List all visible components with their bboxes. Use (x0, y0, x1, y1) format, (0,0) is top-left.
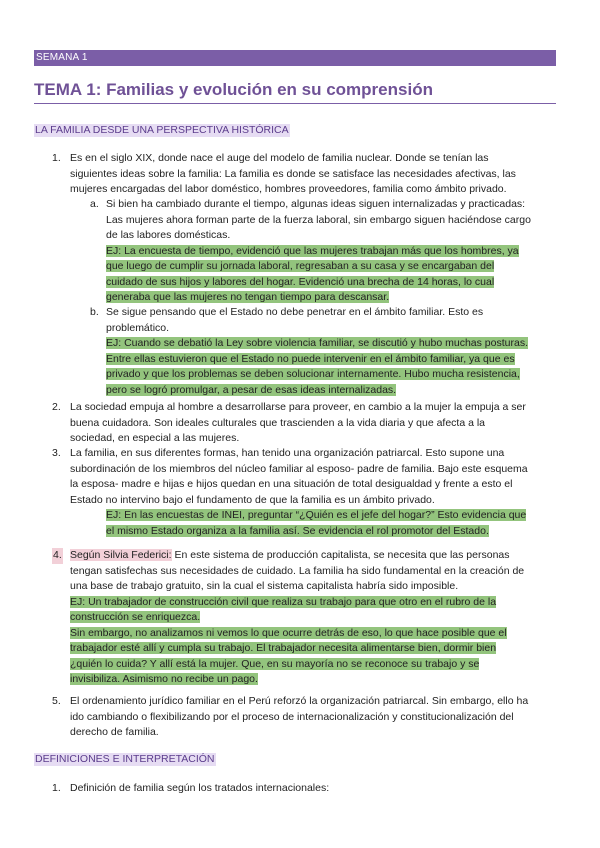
example-line: invisibiliza. Asimismo no recibe un pago. (70, 673, 258, 685)
item-1b-letter: b. (90, 306, 99, 318)
example-line: privado y que los problemas se deben solucionar internamente. Hubo mucha resistencia, (106, 368, 520, 380)
example-line: EJ: Un trabajador de construcción civil que realiza su trabajo para que otro en el rubro de la (70, 595, 497, 608)
text-line: Las mujeres ahora forman parte de la fuerza laboral, sin embargo siguen haciéndose cargo (106, 213, 531, 226)
item-5-number: 5. (52, 695, 61, 707)
text-line: Es en el siglo XIX, donde nace el auge del modelo de familia nuclear. Donde se tenían las (70, 152, 489, 164)
example-line: cuidado de sus hijos y labores del hogar. Evidenció una brecha de 14 horas, lo cual (106, 275, 495, 288)
item-3-text (70, 446, 528, 508)
text-line: Se sigue pensando que el Estado no debe penetrar en el ámbito familiar. Esto es (106, 306, 484, 318)
example-line: trabajador esté allí y cumpla su trabajo. El trabajador necesita alimentarse bien, dormir bien (70, 642, 497, 654)
example-line: pero se logró promulgar, a pesar de esas ideas internalizadas. (106, 383, 397, 396)
item-4-text (70, 548, 524, 688)
example-line: el mismo Estado organiza a la familia así. Se evidencia el rol promotor del Estado. (106, 524, 489, 537)
text-line: El ordenamiento jurídico familiar en el Perú reforzó la organización patriarcal. Sin embargo, ello ha (70, 695, 529, 707)
example-line: EJ: Cuando se debatió la Ley sobre violencia familiar, se discutió y hubo muchas posturas. (106, 337, 528, 349)
item-1-text (70, 151, 516, 198)
text-line: la esposa- madre e hijas e hijos quedan en una situación de total desigualdad y frente a esto el (70, 478, 513, 490)
section-heading-history: LA FAMILIA DESDE UNA PERSPECTIVA HISTÓRICA (35, 124, 289, 136)
example-line: que luego de cumplir su jornada laboral, regresaban a su casa y se encargaban del (106, 260, 495, 272)
text-line: La sociedad empuja al hombre a desarrollarse para proveer, en cambio a la mujer la empuja a ser (70, 401, 526, 413)
text-line: siguientes ideas sobre la familia: La familia es donde se satisface las necesidades afectivas, las (70, 167, 516, 180)
example-line: construcción se enriquezca. (70, 611, 201, 623)
definition-1-number: 1. (52, 782, 61, 794)
example-line: EJ: La encuesta de tiempo, evidenció que las mujeres trabajan más que los hombres, ya (106, 244, 519, 257)
text-line: Estado no intervino bajo el fundamento de que la familia es un ámbito privado. (70, 493, 435, 506)
page-title: TEMA 1: Familias y evolución en su comprensión (34, 80, 556, 104)
section-heading-definitions: DEFINICIONES E INTERPRETACIÓN (35, 753, 215, 765)
text-line: La familia, en sus diferentes formas, han tenido una organización patriarcal. Esto supone una (70, 447, 505, 459)
text-line: buena cuidadora. Son ideales culturales que trascienden a la vida diaria y que afecta a la (70, 416, 486, 429)
text-line: tengan satisfechas sus necesidades de cuidado. La familia ha sido fundamental en la creación de (70, 564, 525, 577)
item-4-number: 4. (52, 548, 63, 564)
example-line: EJ: En las encuestas de INEI, preguntar “¿Quién es el jefe del hogar?” Esto evidencia que (106, 509, 527, 521)
item-2-text (70, 400, 526, 447)
definition-1-text: Definición de familia según los tratados internacionales: (70, 782, 330, 794)
text-line: sociedad, en especial a las mujeres. (70, 432, 240, 444)
text-line: derecho de familia. (70, 726, 159, 738)
text-line: ido cambiando o flexibilizando por el proceso de internacionalización y constitucionalización del (70, 710, 514, 723)
item-1b-text (106, 305, 528, 398)
text-line: subordinación de los miembros del núcleo familiar al esposo- padre de familia. Bajo este esquema (70, 462, 528, 475)
week-label-bar: SEMANA 1 (34, 50, 556, 66)
example-line: ¿quién lo cuida? Y allí está la mujer. Que, en su mayoría no se reconoce su trabajo y se (70, 657, 480, 670)
item-1a-letter: a. (90, 198, 99, 210)
text-line: problemático. (106, 321, 170, 334)
item-2-number: 2. (52, 401, 61, 413)
item-3-number: 3. (52, 447, 61, 459)
text-run: En este sistema de producción capitalista, se necesita que las personas (171, 549, 510, 561)
text-line: una base de trabajo gratuito, sin la cual el sistema capitalista habría sido imposible. (70, 580, 459, 592)
item-5-text (70, 694, 528, 741)
text-line: Si bien ha cambiado durante el tiempo, algunas ideas siguen internalizadas y practicadas: (106, 198, 526, 210)
example-line: generaba que las mujeres no tengan tiempo para descansar. (106, 291, 390, 303)
text-line: de las labores domésticas. (106, 229, 231, 241)
author-highlight: Según Silvia Federici: (70, 549, 172, 561)
item-1-number: 1. (52, 152, 61, 164)
item-3-example (106, 508, 526, 539)
example-line: Sin embargo, no analizamos ni vemos lo que ocurre detrás de eso, lo que hace posible que el (70, 626, 507, 639)
example-line: Entre ellas estuvieron que el Estado no puede intervenir en el ámbito familiar, ya que es (106, 352, 515, 365)
text-line: mujeres encargadas del labor doméstico, hombres proveedores, familia como ámbito privado. (70, 183, 507, 195)
item-1a-text (106, 197, 531, 306)
